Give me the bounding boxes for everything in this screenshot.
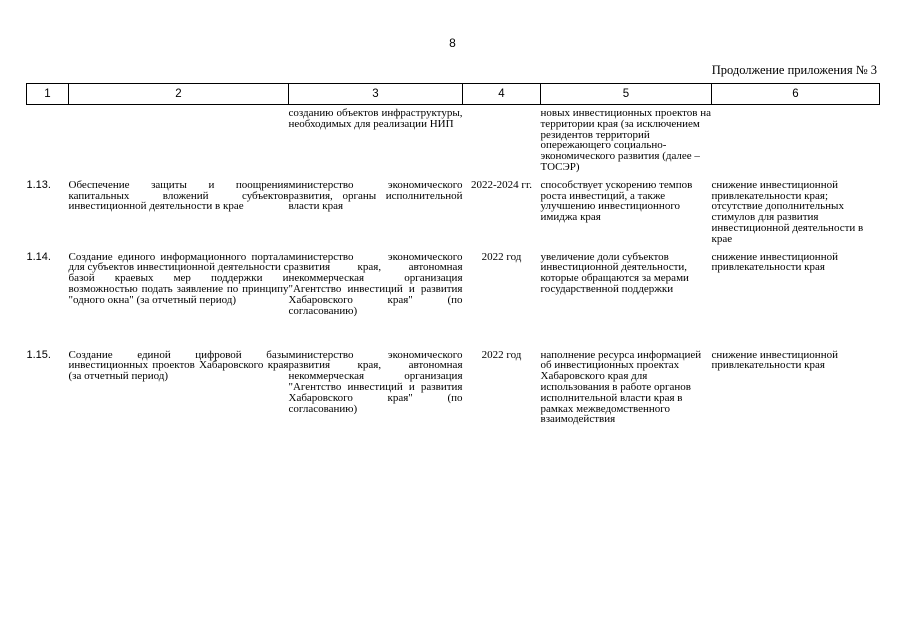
period-cell: 2022-2024 гг.: [471, 178, 532, 191]
column-header-1: 1: [27, 84, 69, 105]
executor-cell: министерство экономического развития края, автономная некоммерческая организация "Агентство инвестиций и развития Хабаровского края" (по согласованию): [288, 348, 463, 415]
page-number: 8: [449, 36, 456, 50]
result-cell: наполнение ресурса информацией об инвестиционных проектах Хабаровского края для использования в работе органов исполнительной власти края в рамках межведомственного взаимодействия: [540, 348, 702, 426]
column-header-5: 5: [541, 84, 712, 105]
period-cell: 2022 год: [481, 348, 522, 361]
row-number: [27, 105, 69, 173]
measure-cell: [69, 105, 289, 173]
measures-table: [26, 83, 880, 470]
row-number: 1.14.: [26, 250, 51, 263]
table-row: [27, 173, 880, 245]
table-header-row: [27, 84, 880, 105]
executor-cell: министерство экономического развития, органы исполнительной власти края: [288, 178, 463, 213]
column-header-6: 6: [712, 84, 880, 105]
table-row: [27, 245, 880, 343]
result-cell: способствует ускорению темпов роста инвестиций, а также улучшению инвестиционного имиджа края: [540, 178, 693, 224]
risk-cell: снижение инвестиционной привлекательности края; отсутствие дополнительных стимулов для развития инвестиционной деятельности в крае: [711, 178, 864, 245]
column-header-3: 3: [289, 84, 463, 105]
table-row-continuation: [27, 105, 880, 173]
row-number: 1.13.: [26, 178, 51, 191]
column-header-2: 2: [69, 84, 289, 105]
table-row: [27, 343, 880, 470]
result-cell: новых инвестиционных проектов на территории края (за исключением резидентов территорий опережающего социально-экономического развития (далее – ТОСЭР): [540, 107, 712, 173]
period-cell: 2022 год: [481, 250, 522, 263]
result-cell: увеличение доли субъектов инвестиционной деятельности, которые обращаются за мерами государственной поддержки: [540, 250, 689, 295]
executor-cell: созданию объектов инфраструктуры, необходимых для реализации НИП: [288, 107, 463, 130]
risk-cell: [712, 105, 880, 173]
appendix-continuation-note: Продолжение приложения № 3: [711, 63, 877, 77]
column-header-4: 4: [463, 84, 541, 105]
risk-cell: снижение инвестиционной привлекательности края: [711, 250, 838, 274]
period-cell: [463, 105, 541, 173]
measure-cell: Создание единой цифровой базы инвестиционных проектов Хабаровского края (за отчетный период): [68, 348, 289, 383]
executor-cell: министерство экономического развития края, автономная некоммерческая организация "Агентство инвестиций и развития Хабаровского края" (по согласованию): [288, 250, 463, 317]
risk-cell: снижение инвестиционной привлекательности края: [711, 348, 838, 372]
measure-cell: Создание единого информационного портала для субъектов инвестиционной деятельности с базой краевых мер поддержки и возможностью подать заявление по принципу "одного окна" (за отчетный период): [68, 250, 289, 306]
measure-cell: Обеспечение защиты и поощрения капитальных вложений субъектов инвестиционной деятельности в крае: [68, 178, 289, 213]
row-number: 1.15.: [26, 348, 51, 361]
